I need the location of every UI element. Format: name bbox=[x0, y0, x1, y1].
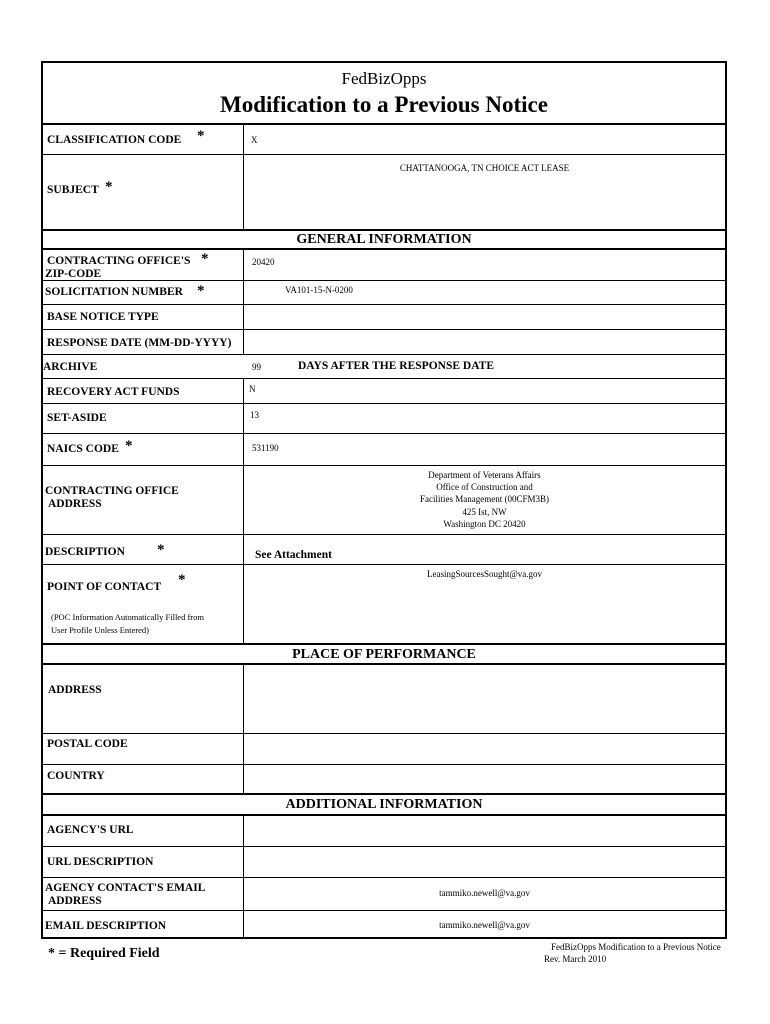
postal-code-row bbox=[43, 734, 725, 765]
contracting-office-zip-row bbox=[43, 250, 725, 281]
base-notice-type-label: BASE NOTICE TYPE bbox=[47, 311, 159, 323]
required-star: * bbox=[157, 542, 165, 558]
set-aside-value: 13 bbox=[250, 410, 259, 420]
email-description-label: EMAIL DESCRIPTION bbox=[45, 920, 167, 932]
required-star: * bbox=[178, 572, 186, 588]
country-field[interactable] bbox=[244, 765, 725, 793]
point-of-contact-note: (POC Information Automatically Filled from bbox=[51, 612, 204, 622]
recovery-act-funds-field[interactable] bbox=[244, 379, 725, 403]
description-label: DESCRIPTION bbox=[45, 546, 125, 558]
performance-address-row bbox=[43, 665, 725, 734]
base-notice-type-row bbox=[43, 305, 725, 330]
required-star: * bbox=[201, 251, 209, 267]
country-label: COUNTRY bbox=[47, 770, 105, 782]
required-star: * bbox=[197, 283, 205, 299]
contracting-office-address-label: CONTRACTING OFFICE bbox=[45, 485, 179, 497]
response-date-label: RESPONSE DATE (MM-DD-YYYY) bbox=[47, 337, 232, 349]
archive-field[interactable] bbox=[244, 355, 725, 378]
naics-code-value: 531190 bbox=[252, 443, 279, 453]
point-of-contact-field[interactable] bbox=[244, 565, 725, 643]
contracting-office-zip-label-line2: ZIP-CODE bbox=[45, 268, 102, 280]
email-description-field[interactable] bbox=[244, 911, 725, 937]
url-description-label: URL DESCRIPTION bbox=[47, 856, 154, 868]
point-of-contact-row bbox=[43, 565, 725, 645]
description-field[interactable] bbox=[244, 535, 725, 564]
naics-code-label: NAICS CODE bbox=[47, 443, 119, 455]
subject-row bbox=[43, 155, 725, 231]
url-description-row bbox=[43, 847, 725, 878]
contracting-office-zip-field[interactable] bbox=[244, 250, 725, 280]
country-row bbox=[43, 765, 725, 795]
agency-url-row bbox=[43, 816, 725, 847]
required-star: * bbox=[105, 179, 113, 195]
agency-contact-email-value: tammiko.newell@va.gov bbox=[439, 888, 530, 898]
address-line: Office of Construction and bbox=[436, 482, 533, 493]
description-value: See Attachment bbox=[255, 549, 332, 561]
base-notice-type-field[interactable] bbox=[244, 305, 725, 329]
url-description-field[interactable] bbox=[244, 847, 725, 877]
address-block bbox=[244, 469, 725, 530]
set-aside-field[interactable] bbox=[244, 404, 725, 433]
notice-form bbox=[41, 61, 727, 939]
agency-contact-email-label-line2: ADDRESS bbox=[48, 895, 102, 907]
general-information-heading: GENERAL INFORMATION bbox=[43, 231, 725, 250]
required-star: * bbox=[197, 128, 205, 144]
performance-address-label: ADDRESS bbox=[48, 684, 102, 696]
solicitation-number-field[interactable] bbox=[244, 281, 725, 304]
agency-contact-email-row bbox=[43, 878, 725, 911]
agency-url-field[interactable] bbox=[244, 816, 725, 846]
form-title: Modification to a Previous Notice bbox=[220, 92, 548, 117]
description-row bbox=[43, 535, 725, 565]
performance-address-field[interactable] bbox=[244, 665, 725, 733]
address-line: Department of Veterans Affairs bbox=[428, 470, 541, 480]
address-line: Facilities Management (00CFM3B) bbox=[420, 494, 549, 505]
postal-code-field[interactable] bbox=[244, 734, 725, 764]
email-description-row bbox=[43, 911, 725, 937]
set-aside-label: SET-ASIDE bbox=[47, 412, 107, 424]
point-of-contact-value: LeasingSourcesSought@va.gov bbox=[426, 569, 543, 579]
contracting-office-address-field[interactable] bbox=[244, 466, 725, 534]
subject-label: SUBJECT bbox=[47, 184, 99, 196]
contracting-office-zip-label: CONTRACTING OFFICE'S bbox=[47, 255, 191, 267]
solicitation-number-value: VA101-15-N-0200 bbox=[285, 285, 353, 295]
agency-contact-email-label: AGENCY CONTACT'S EMAIL bbox=[45, 882, 206, 894]
recovery-act-funds-row bbox=[43, 379, 725, 404]
point-of-contact-note-line2: User Profile Unless Entered) bbox=[51, 625, 149, 635]
place-of-performance-heading: PLACE OF PERFORMANCE bbox=[43, 645, 725, 665]
point-of-contact-label: POINT OF CONTACT bbox=[47, 581, 162, 593]
response-date-row bbox=[43, 330, 725, 355]
naics-code-row bbox=[43, 434, 725, 466]
required-star: * bbox=[125, 438, 133, 454]
email-description-value: tammiko.newell@va.gov bbox=[439, 920, 530, 930]
subject-value: CHATTANOOGA, TN CHOICE ACT LEASE bbox=[399, 163, 570, 173]
set-aside-row bbox=[43, 404, 725, 434]
naics-code-field[interactable] bbox=[244, 434, 725, 465]
archive-row bbox=[43, 355, 725, 379]
revision-footer: Rev. March 2010 bbox=[544, 954, 607, 964]
solicitation-number-row bbox=[43, 281, 725, 305]
archive-suffix: DAYS AFTER THE RESPONSE DATE bbox=[298, 360, 494, 372]
form-name-footer: FedBizOpps Modification to a Previous Notice bbox=[551, 942, 721, 952]
postal-code-label: POSTAL CODE bbox=[47, 738, 128, 750]
recovery-act-funds-value: N bbox=[249, 384, 256, 394]
classification-code-row bbox=[43, 125, 725, 155]
agency-url-label: AGENCY'S URL bbox=[47, 824, 134, 836]
address-line: 425 Ist, NW bbox=[462, 506, 507, 517]
recovery-act-funds-label: RECOVERY ACT FUNDS bbox=[47, 386, 180, 398]
address-line: Washington DC 20420 bbox=[443, 518, 526, 529]
classification-code-field[interactable] bbox=[244, 125, 725, 154]
archive-label: ARCHIVE bbox=[43, 361, 98, 373]
response-date-field[interactable] bbox=[244, 330, 725, 354]
required-field-note: * = Required Field bbox=[48, 946, 160, 961]
classification-code-label: CLASSIFICATION CODE bbox=[47, 134, 182, 146]
contracting-office-address-row bbox=[43, 466, 725, 535]
classification-code-value: X bbox=[251, 135, 258, 145]
subject-field[interactable] bbox=[244, 155, 725, 229]
agency-contact-email-field[interactable] bbox=[244, 878, 725, 910]
form-header bbox=[43, 63, 725, 125]
archive-value: 99 bbox=[252, 362, 261, 372]
brand-name: FedBizOpps bbox=[341, 69, 427, 88]
solicitation-number-label: SOLICITATION NUMBER bbox=[45, 286, 183, 298]
contracting-office-address-label-line2: ADDRESS bbox=[48, 498, 102, 510]
additional-information-heading: ADDITIONAL INFORMATION bbox=[43, 795, 725, 816]
contracting-office-zip-value: 20420 bbox=[252, 257, 275, 267]
